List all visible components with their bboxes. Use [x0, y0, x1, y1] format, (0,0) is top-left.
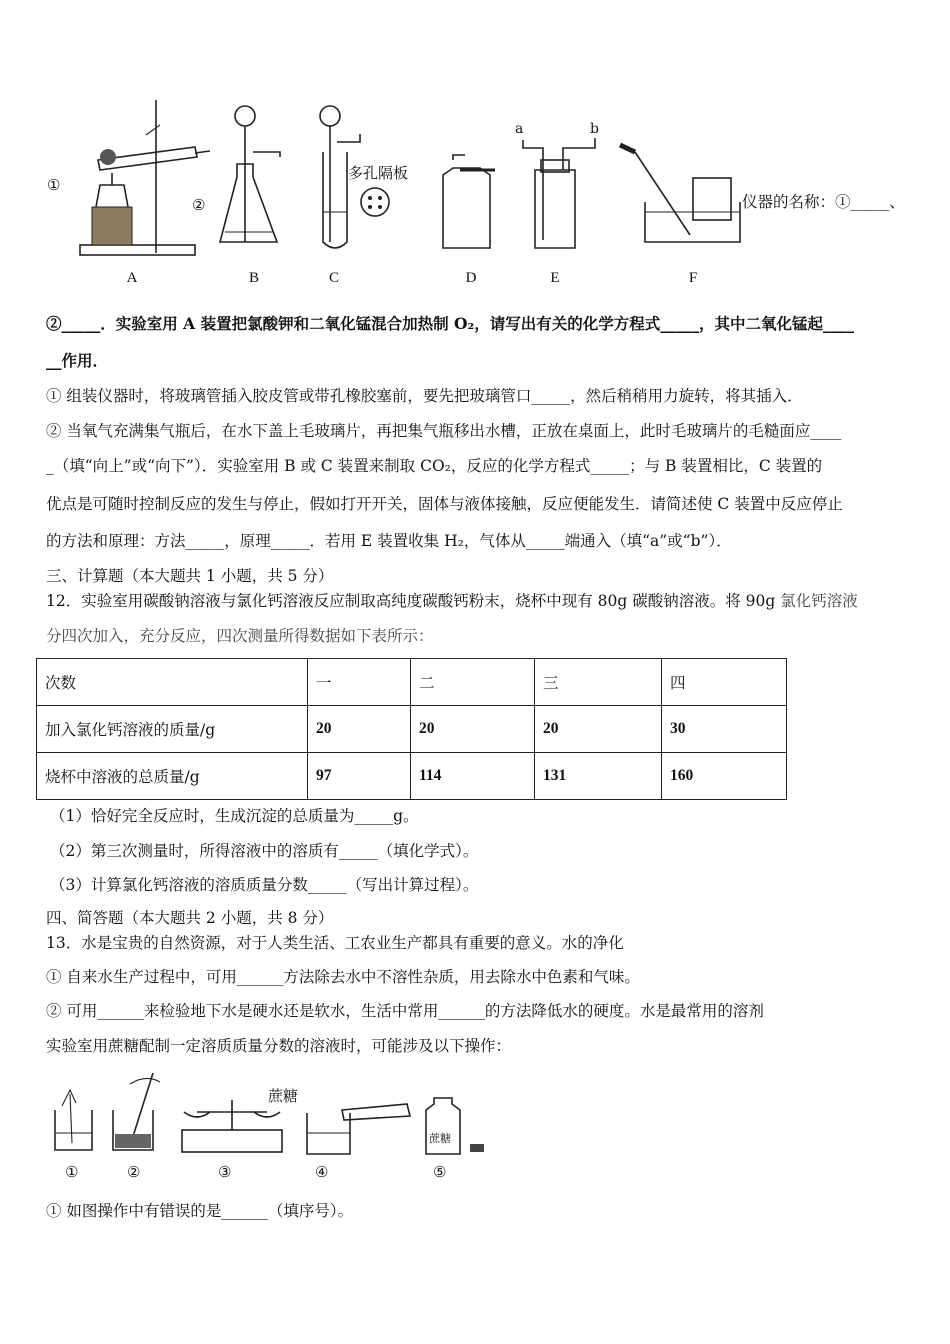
table-cell: 烧杯中溶液的总质量/g — [37, 753, 308, 800]
sugar-label: 蔗糖 — [268, 1087, 299, 1105]
marker-1: ① — [47, 176, 61, 194]
apparatus-label-d: D — [465, 270, 477, 286]
q12-line-1-text: 12．实验室用碳酸钠溶液与氯化钙溶液反应制取高纯度碳酸钙粉末，烧杯中现有 80g 碳酸钠溶液。将 90g — [46, 592, 781, 610]
instrument-name-prompt: 仪器的名称：①_____、 — [742, 193, 905, 211]
marker-2: ② — [192, 196, 206, 214]
table-cell: 160 — [662, 753, 787, 800]
table-cell: 20 — [535, 706, 662, 753]
apparatus-d-drawing — [435, 150, 505, 255]
table-row — [37, 753, 787, 800]
q13-line-1: 13．水是宝贵的自然资源，对于人类生活、工农业生产都具有重要的意义。水的净化 — [46, 934, 624, 952]
apparatus-label-e: E — [550, 270, 560, 286]
op-label-2: ② — [127, 1163, 141, 1181]
op-label-1: ① — [65, 1163, 79, 1181]
q13-line-2: ① 自来水生产过程中，可用______方法除去水中不溶性杂质，用去除水中色素和气味。 — [46, 968, 640, 986]
table-cell: 加入氯化钙溶液的质量/g — [37, 706, 308, 753]
q11-line-2: __作用． — [46, 351, 109, 370]
q13-line-3: ② 可用______来检验地下水是硬水还是软水，生活中常用______的方法降低水的硬度。水是最常用的溶剂 — [46, 1002, 764, 1020]
q12-line-1 — [46, 591, 858, 611]
q12-line-1-gray: 氯化钙溶液 — [780, 592, 858, 610]
table-header-row — [37, 659, 787, 706]
table-header-cell: 四 — [662, 659, 787, 706]
table-cell: 20 — [308, 706, 411, 753]
q12-sub-2: （2）第三次测量时，所得溶液中的溶质有_____（填化学式）。 — [50, 842, 479, 860]
q12-sub-3: （3）计算氯化钙溶液的溶质质量分数_____（写出计算过程）。 — [50, 876, 479, 894]
table-cell: 131 — [535, 753, 662, 800]
operation-4-drawing — [302, 1098, 417, 1158]
q13-line-4: 实验室用蔗糖配制一定溶质质量分数的溶液时，可能涉及以下操作： — [46, 1037, 512, 1055]
apparatus-label-c: C — [328, 270, 339, 286]
apparatus-label-a: A — [126, 270, 138, 286]
table-cell: 20 — [411, 706, 535, 753]
table-header-cell: 三 — [535, 659, 662, 706]
apparatus-f-drawing — [615, 140, 745, 260]
operation-1-drawing — [50, 1088, 100, 1158]
op-label-4: ④ — [315, 1163, 329, 1181]
section4-heading: 四、简答题（本大题共 2 小题，共 8 分） — [46, 909, 334, 927]
q12-sub-1: （1）恰好完全反应时，生成沉淀的总质量为_____g。 — [50, 807, 419, 825]
q11-line-7: 的方法和原理：方法_____，原理_____．若用 E 装置收集 H₂，气体从_____端通入（填“a”或“b”）． — [46, 532, 732, 550]
apparatus-e-drawing — [515, 130, 605, 255]
table-cell: 30 — [662, 706, 787, 753]
tube-b-label: b — [590, 121, 599, 137]
tube-a-label: a — [515, 121, 524, 137]
data-table — [36, 658, 787, 800]
table-header-cell: 二 — [411, 659, 535, 706]
jar-label: 蔗糖 — [429, 1132, 451, 1145]
section3-heading: 三、计算题（本大题共 1 小题，共 5 分） — [46, 567, 334, 585]
q13-line-5: ① 如图操作中有错误的是______（填序号）。 — [46, 1202, 354, 1220]
table-header-cell: 次数 — [37, 659, 308, 706]
operation-5-drawing — [422, 1092, 492, 1157]
apparatus-b-drawing — [215, 102, 295, 262]
op-label-5: ⑤ — [433, 1163, 447, 1181]
q11-line-4: ② 当氧气充满集气瓶后，在水下盖上毛玻璃片，再把集气瓶移出水槽，正放在桌面上，此时毛玻璃片的毛糙面应____ — [46, 422, 842, 440]
q11-line-3: ① 组装仪器时，将玻璃管插入胶皮管或带孔橡胶塞前，要先把玻璃管口_____，然后稍稍用力旋转，将其插入． — [46, 387, 803, 405]
table-header-cell: 一 — [308, 659, 411, 706]
op-label-3: ③ — [218, 1163, 232, 1181]
apparatus-label-b: B — [248, 270, 259, 286]
q11-line-5: _（填“向上”或“向下”）．实验室用 B 或 C 装置来制取 CO₂，反应的化学方程式_____；与 B 装置相比，C 装置的 — [46, 457, 823, 475]
apparatus-label-f: F — [688, 270, 698, 286]
operation-2-drawing — [108, 1068, 163, 1158]
q11-line-6: 优点是可随时控制反应的发生与停止，假如打开开关，固体与液体接触，反应便能发生．请简述使 C 装置中反应停止 — [46, 495, 843, 513]
apparatus-a-drawing — [60, 95, 210, 265]
table-row — [37, 706, 787, 753]
q11-line-1: ②_____．实验室用 A 装置把氯酸钾和二氧化锰混合加热制 O₂，请写出有关的化学方程式_____，其中二氧化锰起____ — [46, 314, 855, 333]
porous-plate-label: 多孔隔板 — [348, 164, 409, 182]
table-cell: 97 — [308, 753, 411, 800]
q12-line-2: 分四次加入，充分反应，四次测量所得数据如下表所示： — [46, 627, 434, 645]
table-cell: 114 — [411, 753, 535, 800]
